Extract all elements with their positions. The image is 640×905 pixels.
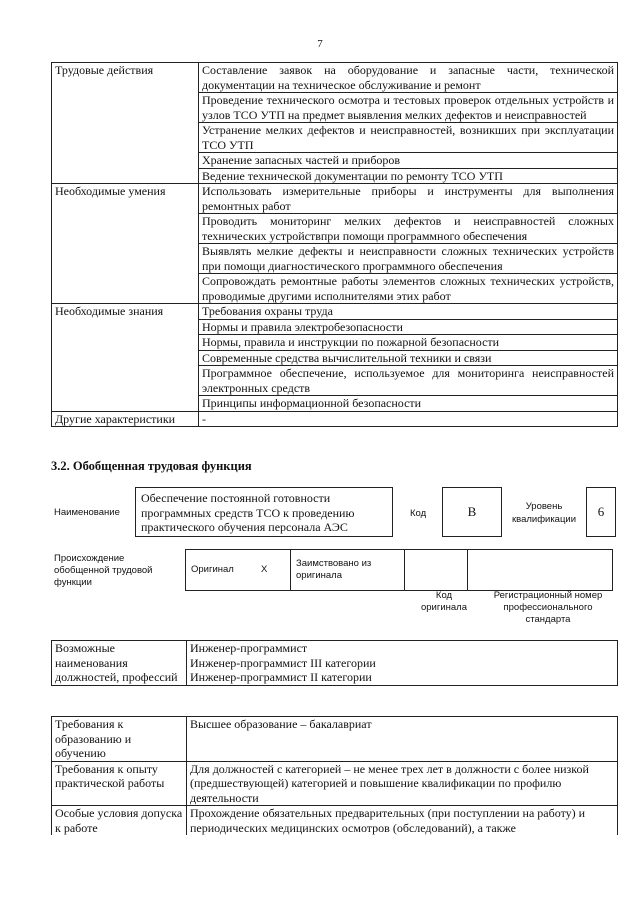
reg-number-caption: Регистрационный номер профессионального стандарта (493, 590, 603, 625)
table-cell: Использовать измерительные приборы и инструменты для выполнения ремонтных работ (199, 184, 618, 214)
table-cell: Ведение технической документации по ремонту ТСО УТП (199, 168, 618, 184)
row-label: Трудовые действия (52, 63, 199, 184)
row-label: Необходимые умения (52, 184, 199, 304)
table-row (52, 717, 618, 762)
table-cell: Выявлять мелкие дефекты и неисправности сложных технических устройств при помощи диагностического программного обеспечения (199, 244, 618, 274)
table-cell: Нормы, правила и инструкции по пожарной безопасности (199, 335, 618, 351)
table-row (186, 550, 613, 591)
page-number: 7 (317, 38, 323, 50)
code-value: B (442, 487, 502, 537)
table-row (52, 304, 618, 320)
table-cell: Современные средства вычислительной техники и связи (199, 350, 618, 366)
table-cell: Устранение мелких дефектов и неисправностей, возникших при эксплуатации ТСО УТП (199, 123, 618, 153)
origin-code-cell (405, 550, 468, 591)
original-mark: X (256, 550, 291, 591)
table-row (52, 806, 618, 836)
borrowed-label: Заимствовано из оригинала (291, 550, 405, 591)
requirement-label: Требования к опыту практической работы (52, 761, 187, 806)
requirement-label: Особые условия допуска к работе (52, 806, 187, 836)
table-cell: Требования охраны труда (199, 304, 618, 320)
table-cell: Программное обеспечение, используемое для мониторинга неисправностей электронных средств (199, 366, 618, 396)
requirement-value: Прохождение обязательных предварительных (при поступлении на работу) и периодических медицинских осмотров (обследований), а также (187, 806, 618, 836)
origin-code-caption: Код оригинала (420, 590, 467, 613)
reg-number-cell (468, 550, 613, 591)
positions-value (187, 641, 618, 686)
row-label: Необходимые знания (52, 304, 199, 412)
table-row (52, 761, 618, 806)
table-cell: - (199, 411, 618, 427)
requirement-label: Требования к образованию и обучению (52, 717, 187, 762)
requirement-value: Для должностей с категорией – не менее трех лет в должности с более низкой (предшествующей) категорией и повышение квалификации по профилю деятельности (187, 761, 618, 806)
table-cell: Нормы и правила электробезопасности (199, 319, 618, 335)
table-cell: Составление заявок на оборудование и запасные части, технической документации на техническое обслуживание и ремонт (199, 63, 618, 93)
table-row (52, 63, 618, 93)
table-cell: Хранение запасных частей и приборов (199, 153, 618, 169)
table-cell: Сопровождать ремонтные работы элементов сложных технических устройств, проводимые другими исполнителями этих работ (199, 274, 618, 304)
table-row (52, 411, 618, 427)
table-row (52, 184, 618, 214)
table-row (52, 641, 618, 686)
positions-table (51, 640, 618, 686)
name-value: Обеспечение постоянной готовности программных средств ТСО к проведению практического обучения персонала АЭС (135, 487, 393, 537)
table-cell: Проводить мониторинг мелких дефектов и неисправностей сложных технических устройствпри помощи программного обеспечения (199, 214, 618, 244)
section-title: 3.2. Обобщенная трудовая функция (51, 459, 252, 473)
table-cell: Принципы информационной безопасности (199, 396, 618, 412)
row-label: Другие характеристики (52, 411, 199, 427)
origin-label: Происхождение обобщенной трудовой функции (54, 553, 153, 588)
requirements-table (51, 716, 618, 835)
origin-table (185, 549, 613, 591)
position-item: Инженер-программист (190, 641, 308, 655)
table-cell: Проведение технического осмотра и тестовых проверок отдельных устройств и узлов ТСО УТП на предмет выявления мелких дефектов и неисправностей (199, 93, 618, 123)
requirement-value: Высшее образование – бакалавриат (187, 717, 618, 762)
position-item: Инженер-программист II категории (190, 670, 372, 684)
original-label: Оригинал (186, 550, 257, 591)
level-value: 6 (586, 487, 616, 537)
code-label: Код (410, 508, 427, 519)
name-label: Наименование (54, 507, 120, 518)
level-label: Уровень квалификации (511, 501, 577, 525)
labor-functions-table (51, 62, 618, 427)
position-item: Инженер-программист III категории (190, 655, 376, 670)
positions-label: Возможные наименования должностей, профессий (52, 641, 187, 686)
